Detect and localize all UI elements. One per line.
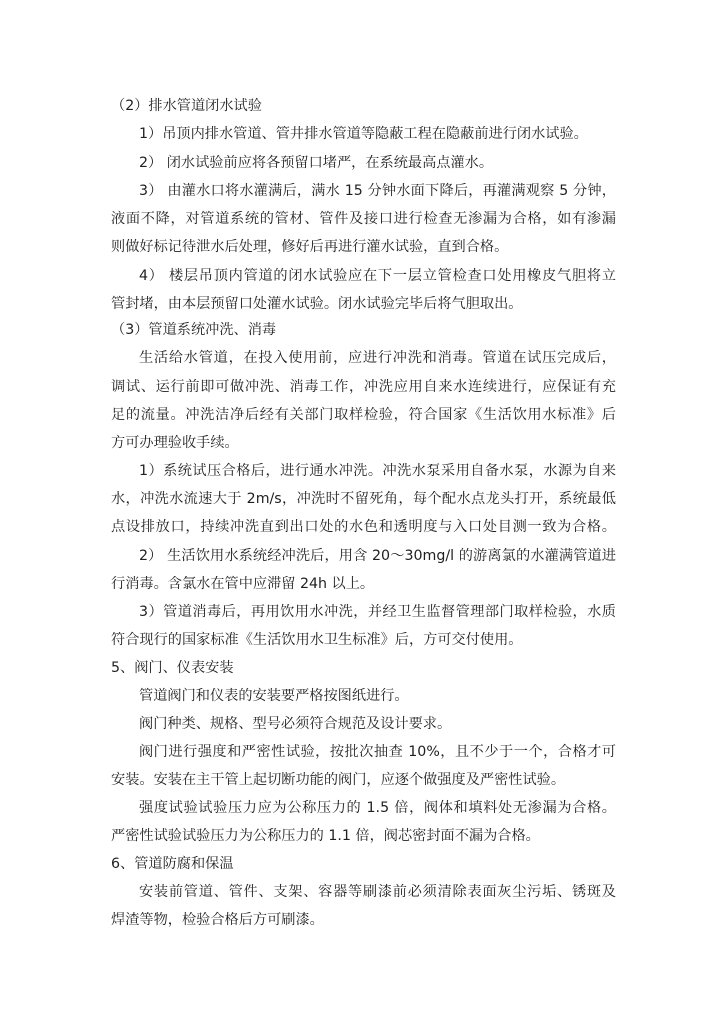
paragraph-line: 4） 楼层吊顶内管道的闭水试验应在下一层立管检查口处用橡皮气胆将立 (139, 268, 616, 284)
paragraph-line: 3）管道消毒后，再用饮用水冲洗，并经卫生监督管理部门取样检验，水质 (139, 604, 616, 620)
paragraph-line: 管封堵，由本层预留口处灌水试验。闭水试验完毕后将气胆取出。 (111, 296, 523, 312)
paragraph-line: 方可办理验收手续。 (111, 435, 239, 451)
section-heading: （3）管道系统冲洗、消毒 (111, 322, 277, 338)
paragraph-line: 安装。安装在主干管上起切断功能的阀门，应逐个做强度及严密性试验。 (111, 772, 566, 788)
paragraph-line: 焊渣等物，检验合格后方可刷漆。 (111, 912, 324, 928)
paragraph-line: 调试、运行前即可做冲洗、消毒工作，冲洗应用自来水连续进行，应保证有充 (111, 379, 616, 395)
paragraph-line: 2） 闭水试验前应将各预留口堵严，在系统最高点灌水。 (139, 155, 494, 171)
paragraph-line: 阀门种类、规格、型号必须符合规范及设计要求。 (139, 716, 452, 732)
paragraph-line: 2） 生活饮用水系统经冲洗后，用含 20～30mg/l 的游离氯的水灌满管道进 (139, 548, 616, 564)
paragraph-line: 3） 由灌水口将水灌满后，满水 15 分钟水面下降后，再灌满观察 5 分钟， (139, 183, 616, 199)
paragraph-line: 行消毒。含氯水在管中应滞留 24h 以上。 (111, 576, 375, 592)
paragraph-line: 符合现行的国家标准《生活饮用水卫生标准》后，方可交付使用。 (111, 632, 523, 648)
paragraph-line: 1）系统试压合格后，进行通水冲洗。冲洗水泵采用自备水泵，水源为自来 (139, 463, 616, 479)
paragraph-line: 强度试验试验压力应为公称压力的 1.5 倍，阀体和填料处无渗漏为合格。 (139, 800, 616, 816)
paragraph-line: 足的流量。冲洗洁净后经有关部门取样检验，符合国家《生活饮用水标准》后 (111, 407, 616, 423)
paragraph-line: 管道阀门和仪表的安装要严格按图纸进行。 (139, 688, 409, 704)
paragraph-line: 生活给水管道，在投入使用前，应进行冲洗和消毒。管道在试压完成后， (139, 350, 616, 366)
paragraph-line: 点设排放口，持续冲洗直到出口处的水色和透明度与入口处目测一致为合格。 (111, 519, 616, 535)
section-heading: 5、阀门、仪表安装 (111, 660, 234, 676)
paragraph-line: 液面不降，对管道系统的管材、管件及接口进行检查无渗漏为合格，如有渗漏 (111, 211, 616, 227)
paragraph-line: 水，冲洗水流速大于 2m/s，冲洗时不留死角，每个配水点龙头打开，系统最低 (111, 491, 616, 507)
paragraph-line: 阀门进行强度和严密性试验，按批次抽查 10%，且不少于一个，合格才可 (139, 744, 616, 760)
paragraph-line: 则做好标记待泄水后处理，修好后再进行灌水试验，直到合格。 (111, 239, 509, 255)
paragraph-line: 1）吊顶内排水管道、管井排水管道等隐蔽工程在隐蔽前进行闭水试验。 (139, 126, 588, 142)
section-heading: 6、管道防腐和保温 (111, 856, 234, 872)
section-heading: （2）排水管道闭水试验 (111, 98, 262, 114)
paragraph-line: 严密性试验试验压力为公称压力的 1.1 倍，阀芯密封面不漏为合格。 (111, 828, 540, 844)
paragraph-line: 安装前管道、管件、支架、容器等刷漆前必须清除表面灰尘污垢、锈斑及 (139, 884, 616, 900)
